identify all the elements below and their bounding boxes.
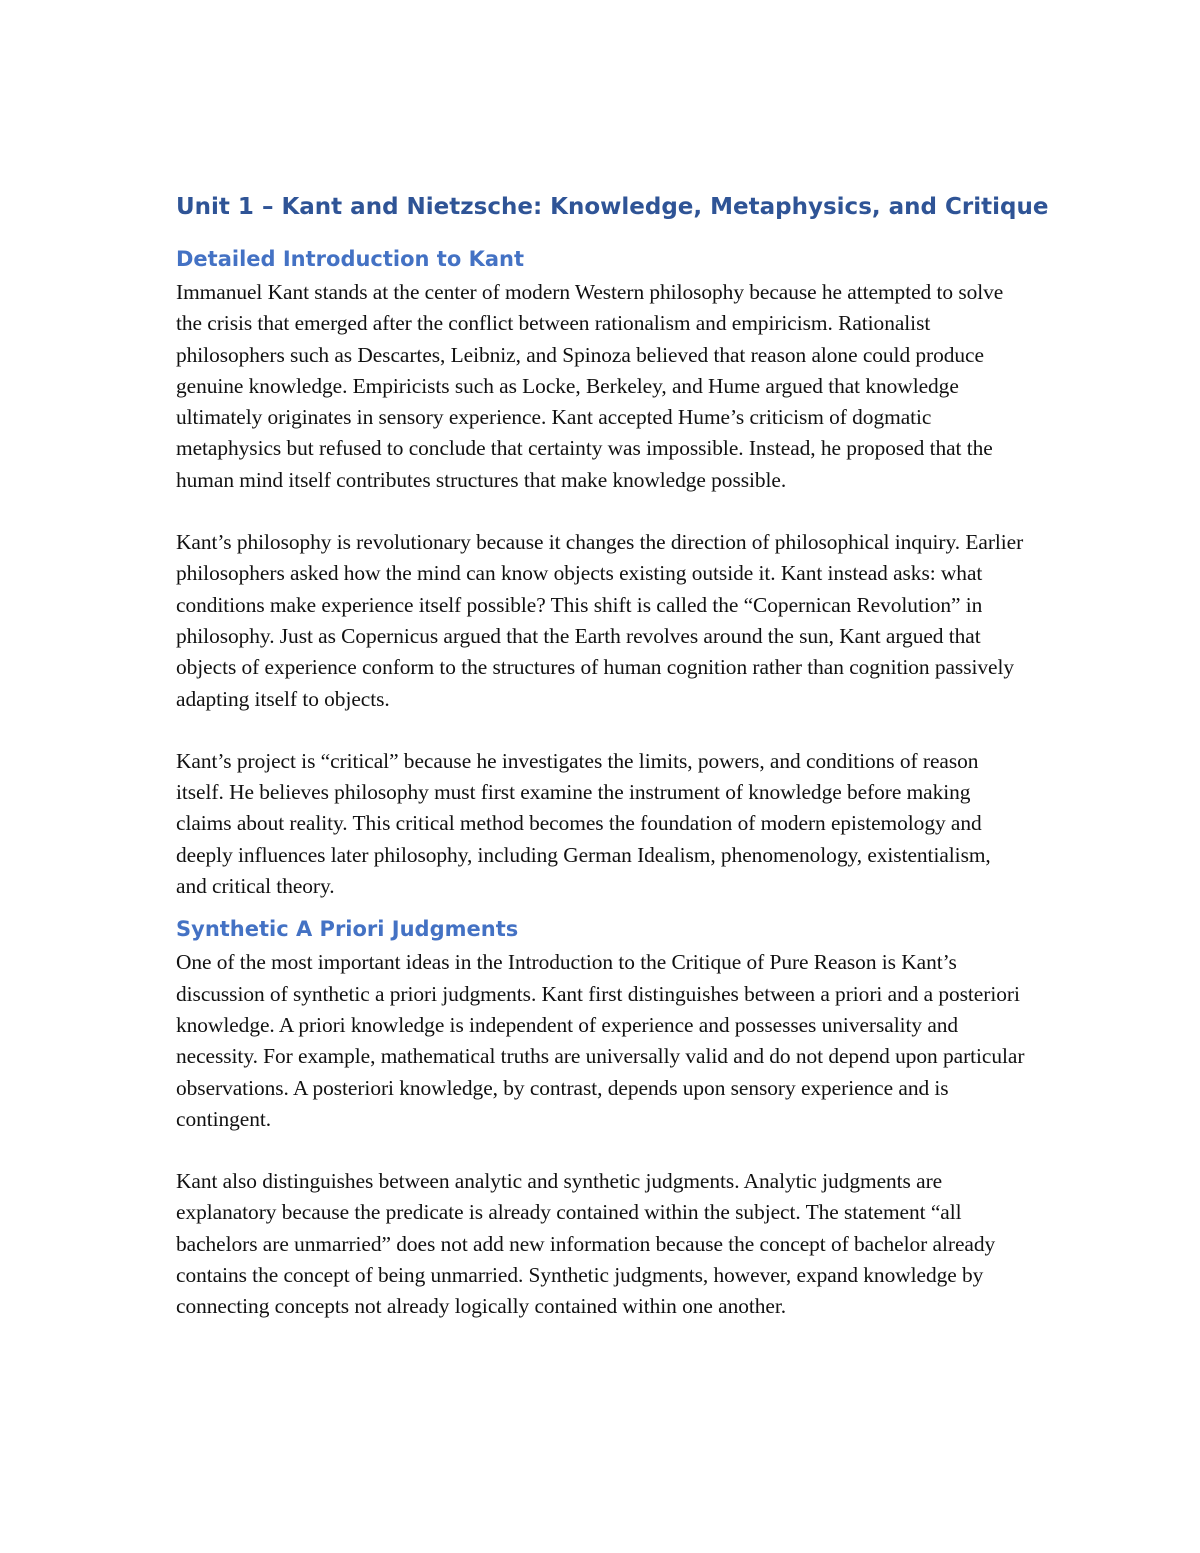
section-heading: Detailed Introduction to Kant xyxy=(176,247,525,271)
paragraph: Immanuel Kant stands at the center of modern Western philosophy because he attempted to solve the crisis that emerged after the conflict between rationalism and empiricism. Rationalist philosophers such as Descartes, Leibniz, and Spinoza believed that reason alone could produce genuine knowledge. Empiricists such as Locke, Berkeley, and Hume argued that knowledge ultimately originates in sensory experience. Kant accepted Hume’s criticism of dogmatic metaphysics but refused to conclude that certainty was impossible. Instead, he proposed that the human mind itself contributes structures that make knowledge possible. xyxy=(176,280,1004,492)
section-detailed-introduction-to-kant xyxy=(176,244,1026,902)
section-synthetic-a-priori-judgments xyxy=(176,914,1026,1322)
paragraph: Kant’s project is “critical” because he investigates the limits, powers, and conditions of reason itself. He believes philosophy must first examine the instrument of knowledge before making claims about reality. This critical method becomes the foundation of modern epistemology and deeply influences later philosophy, including German Idealism, phenomenology, existentialism, and critical theory. xyxy=(176,748,991,899)
document-body xyxy=(176,190,1049,1354)
section-heading: Synthetic A Priori Judgments xyxy=(176,917,519,942)
paragraph: Kant’s philosophy is revolutionary because it changes the direction of philosophical inquiry. Earlier philosophers asked how the mind can know objects existing outside it. Kant instead asks: what conditions make experience itself possible? This shift is called the “Copernican Revolution” in philosophy. Just as Copernicus argued that the Earth revolves around the sun, Kant argued that objects of experience conform to the structures of human cognition rather than cognition passively adapting itself to objects. xyxy=(176,530,1024,711)
paragraph: Kant also distinguishes between analytic and synthetic judgments. Analytic judgments are explanatory because the predicate is already contained within the subject. The statement “all bachelors are unmarried” does not add new information because the concept of bachelor already contains the concept of being unmarried. Synthetic judgments, however, expand knowledge by connecting concepts not already logically contained within one another. xyxy=(176,1169,996,1319)
document-title: Unit 1 – Kant and Nietzsche: Knowledge, Metaphysics, and Critique xyxy=(176,194,1049,220)
paragraph: One of the most important ideas in the Introduction to the Critique of Pure Reason is Kant’s discussion of synthetic a priori judgments. Kant first distinguishes between a priori and a posteriori knowledge. A priori knowledge is independent of experience and possesses universality and necessity. For example, mathematical truths are universally valid and do not depend upon particular observations. A posteriori knowledge, by contrast, depends upon sensory experience and is contingent. xyxy=(176,950,1025,1131)
